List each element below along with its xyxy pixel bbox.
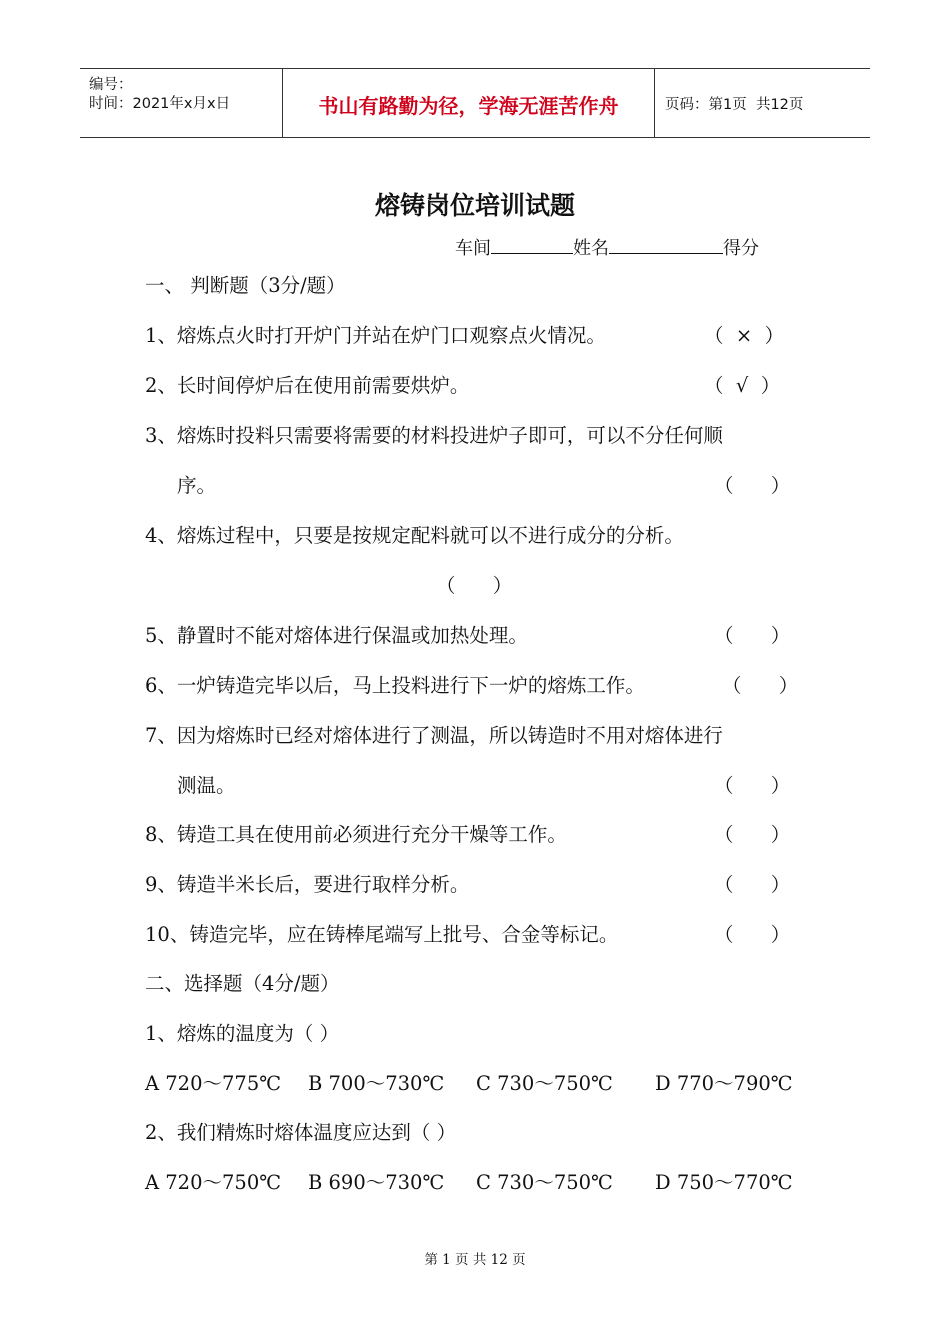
document-date-label: 时间：2021年x月x日 bbox=[89, 96, 231, 112]
judge-q8-answer: （ ） bbox=[714, 823, 791, 846]
name-blank[interactable] bbox=[609, 236, 723, 254]
judge-q3-continuation: 序。 bbox=[177, 474, 217, 497]
section1-heading: 一、 判断题（3分/题） bbox=[145, 274, 346, 297]
choice-q2-option-d: D 750～770℃ bbox=[655, 1171, 793, 1194]
section2-heading: 二、选择题（4分/题） bbox=[145, 972, 340, 995]
judge-q4-answer: （ ） bbox=[436, 574, 513, 597]
judge-q7-text: 7、因为熔炼时已经对熔体进行了测温，所以铸造时不用对熔体进行 bbox=[145, 724, 723, 747]
judge-q9-answer: （ ） bbox=[714, 873, 791, 896]
workshop-label: 车间 bbox=[455, 238, 491, 259]
judge-q1-text: 1、熔炼点火时打开炉门并站在炉门口观察点火情况。 bbox=[145, 324, 606, 347]
header-info-cell bbox=[80, 69, 283, 137]
judge-q5-text: 5、静置时不能对熔体进行保温或加热处理。 bbox=[145, 624, 528, 647]
judge-q7-answer: （ ） bbox=[714, 774, 791, 797]
workshop-blank[interactable] bbox=[491, 236, 573, 254]
judge-q6-answer: （ ） bbox=[722, 674, 799, 697]
choice-q2-text: 2、我们精炼时熔体温度应达到（ ） bbox=[145, 1121, 457, 1144]
judge-q3-answer: （ ） bbox=[714, 474, 791, 497]
score-label: 得分 bbox=[723, 238, 759, 259]
header-motto: 书山有路勤为径，学海无涯苦作舟 bbox=[318, 94, 619, 118]
page-footer: 第 1 页 共 12 页 bbox=[424, 1252, 526, 1268]
judge-q8-text: 8、铸造工具在使用前必须进行充分干燥等工作。 bbox=[145, 823, 567, 846]
choice-q2-option-c: C 730～750℃ bbox=[476, 1171, 613, 1194]
judge-q2-answer: （ √ ） bbox=[704, 374, 781, 397]
judge-q7-continuation: 测温。 bbox=[177, 774, 236, 797]
judge-q5-answer: （ ） bbox=[714, 624, 791, 647]
header-page-info: 页码：第1页 共12页 bbox=[665, 97, 804, 113]
choice-q2-option-b: B 690～730℃ bbox=[308, 1171, 445, 1194]
judge-q9-text: 9、铸造半米长后，要进行取样分析。 bbox=[145, 873, 470, 896]
choice-q1-text: 1、熔炼的温度为（ ） bbox=[145, 1022, 340, 1045]
judge-q10-text: 10、铸造完毕，应在铸棒尾端写上批号、合金等标记。 bbox=[145, 923, 619, 946]
choice-q2-option-a: A 720～750℃ bbox=[145, 1171, 282, 1194]
judge-q2-text: 2、长时间停炉后在使用前需要烘炉。 bbox=[145, 374, 470, 397]
judge-q6-text: 6、一炉铸造完毕以后，马上投料进行下一炉的熔炼工作。 bbox=[145, 674, 645, 697]
judge-q10-answer: （ ） bbox=[714, 923, 791, 946]
choice-q1-option-d: D 770～790℃ bbox=[655, 1072, 793, 1095]
name-label: 姓名 bbox=[573, 238, 609, 259]
document-number-label: 编号： bbox=[89, 77, 133, 93]
header-page-cell bbox=[655, 69, 870, 137]
header-motto-cell bbox=[283, 69, 655, 137]
judge-q1-answer: （ × ） bbox=[704, 324, 785, 347]
choice-q1-option-b: B 700～730℃ bbox=[308, 1072, 445, 1095]
judge-q4-text: 4、熔炼过程中，只要是按规定配料就可以不进行成分的分析。 bbox=[145, 524, 684, 547]
student-info-fields bbox=[455, 234, 759, 260]
page-header bbox=[80, 68, 870, 138]
judge-q3-text: 3、熔炼时投料只需要将需要的材料投进炉子即可，可以不分任何顺 bbox=[145, 424, 723, 447]
document-title: 熔铸岗位培训试题 bbox=[374, 191, 575, 220]
choice-q1-option-c: C 730～750℃ bbox=[476, 1072, 613, 1095]
choice-q1-option-a: A 720～775℃ bbox=[145, 1072, 282, 1095]
